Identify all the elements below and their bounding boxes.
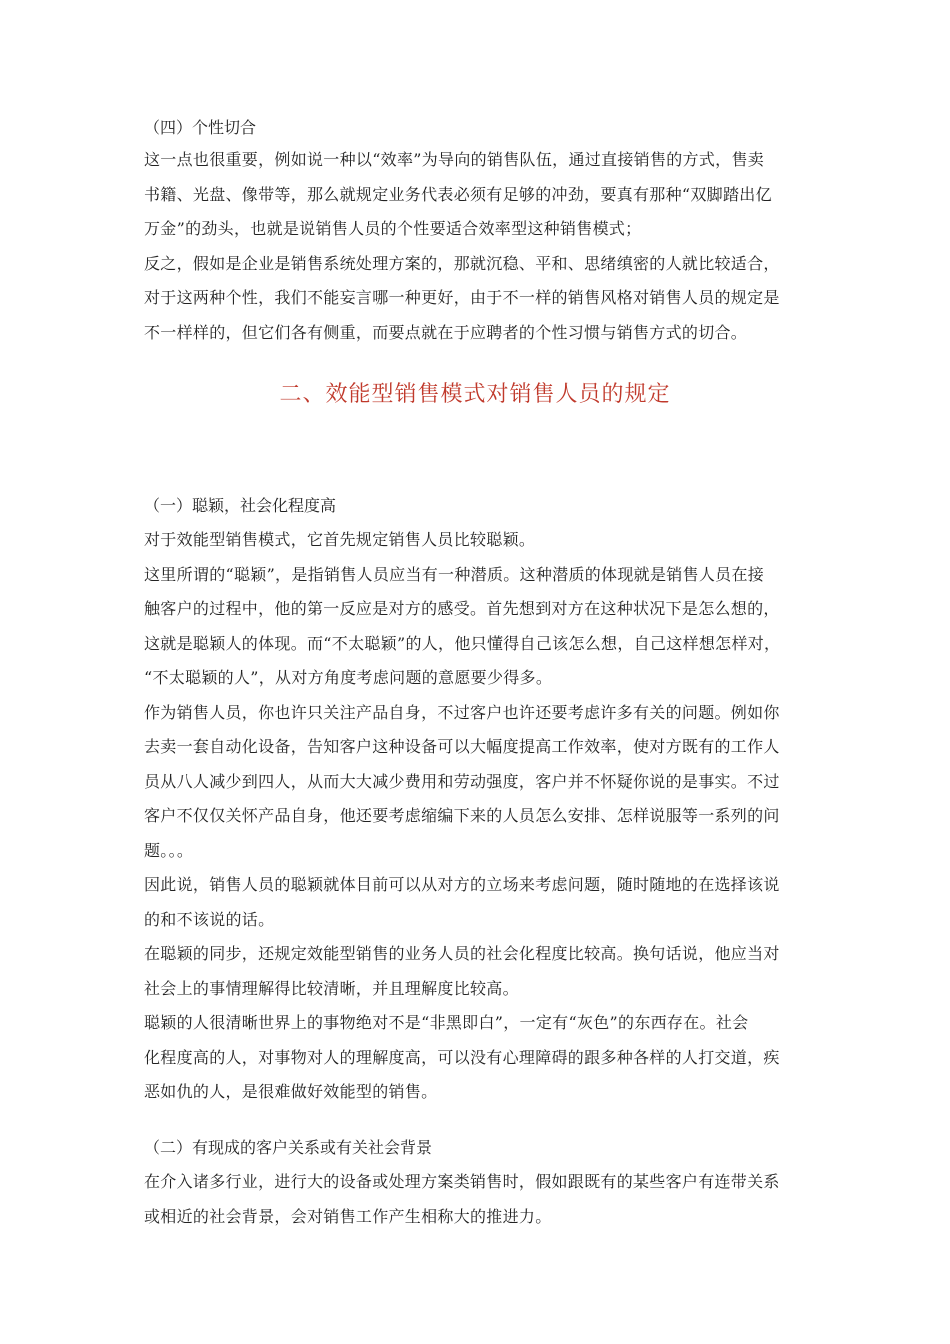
text-line: 这一点也很重要，例如说一种以“效率”为导向的销售队伍，通过直接销售的方式，售卖 — [144, 150, 765, 169]
section-2-body — [144, 1165, 814, 1234]
section-heading: 二、效能型销售模式对销售人员的规定 — [279, 382, 671, 407]
text-line: 这里所谓的“聪颖”，是指销售人员应当有一种潜质。这种潜质的体现就是销售人员在接 — [144, 564, 765, 584]
text-line: 或相近的社会背景，会对销售工作产生相称大的推进力。 — [144, 1206, 552, 1226]
text-line: 化程度高的人，对事物对人的理解度高，可以没有心理障碍的跟多种各样的人打交道，疾 — [144, 1047, 780, 1067]
text-line: 员从八人减少到四人，从而大大减少费用和劳动强度，客户并不怀疑你说的是事实。不过 — [144, 771, 780, 791]
text-line: 去卖一套自动化设备，告知客户这种设备可以大幅度提高工作效率，使对方既有的工作人 — [144, 737, 780, 756]
text-line: 对于这两种个性，我们不能妄言哪一种更好，由于不一样的销售风格对销售人员的规定是 — [144, 288, 780, 307]
text-line: 在聪颖的同步，还规定效能型销售的业务人员的社会化程度比较高。换句话说，他应当对 — [144, 944, 780, 963]
section-2-subhead: （二）有现成的客户关系或有关社会背景 — [144, 1138, 433, 1157]
section-1-subhead: （一）聪颖，社会化程度高 — [144, 496, 337, 515]
text-line: 客户不仅仅关怀产品自身，他还要考虑缩编下来的人员怎么安排、怎样说服等一系列的问 — [144, 806, 780, 825]
section-1-body — [144, 523, 814, 1110]
section-4-subhead: （四）个性切合 — [144, 118, 257, 137]
section-4-body — [144, 143, 814, 350]
text-line: 书籍、光盘、像带等，那么就规定业务代表必须有足够的冲劲，要真有那种“双脚踏出亿 — [144, 184, 772, 204]
text-line: 对于效能型销售模式，它首先规定销售人员比较聪颖。 — [144, 530, 536, 549]
text-line: 作为销售人员，你也许只关注产品自身，不过客户也许还要考虑许多有关的问题。例如你 — [144, 702, 780, 722]
text-line: 的和不该说的话。 — [144, 909, 275, 929]
text-line: 聪颖的人很清晰世界上的事物绝对不是“非黑即白”，一定有“灰色”的东西存在。社会 — [144, 1013, 749, 1032]
text-line: 恶如仇的人，是很难做好效能型的销售。 — [144, 1082, 438, 1101]
text-line: 反之，假如是企业是销售系统处理方案的，那就沉稳、平和、思绪缜密的人就比较适合， — [144, 253, 780, 273]
text-line: 万金”的劲头，也就是说销售人员的个性要适合效率型这种销售模式； — [144, 219, 642, 238]
text-line: 社会上的事情理解得比较清晰，并且理解度比较高。 — [144, 978, 519, 998]
text-line: 触客户的过程中，他的第一反应是对方的感受。首先想到对方在这种状况下是怎么想的， — [144, 599, 780, 618]
text-line: 不一样样的，但它们各有侧重，而要点就在于应聘者的个性习惯与销售方式的切合。 — [144, 322, 748, 342]
text-line: 在介入诸多行业，进行大的设备或处理方案类销售时，假如跟既有的某些客户有连带关系 — [144, 1172, 780, 1191]
text-line: 题。。。 — [144, 840, 194, 860]
text-line: “不太聪颖的人”，从对方角度考虑问题的意愿要少得多。 — [144, 668, 553, 687]
text-line: 因此说，销售人员的聪颖就体目前可以从对方的立场来考虑问题，随时随地的在选择该说 — [144, 875, 780, 894]
text-line: 这就是聪颖人的体现。而“不太聪颖”的人，他只懂得自己该怎么想，自己这样想怎样对， — [144, 633, 781, 653]
